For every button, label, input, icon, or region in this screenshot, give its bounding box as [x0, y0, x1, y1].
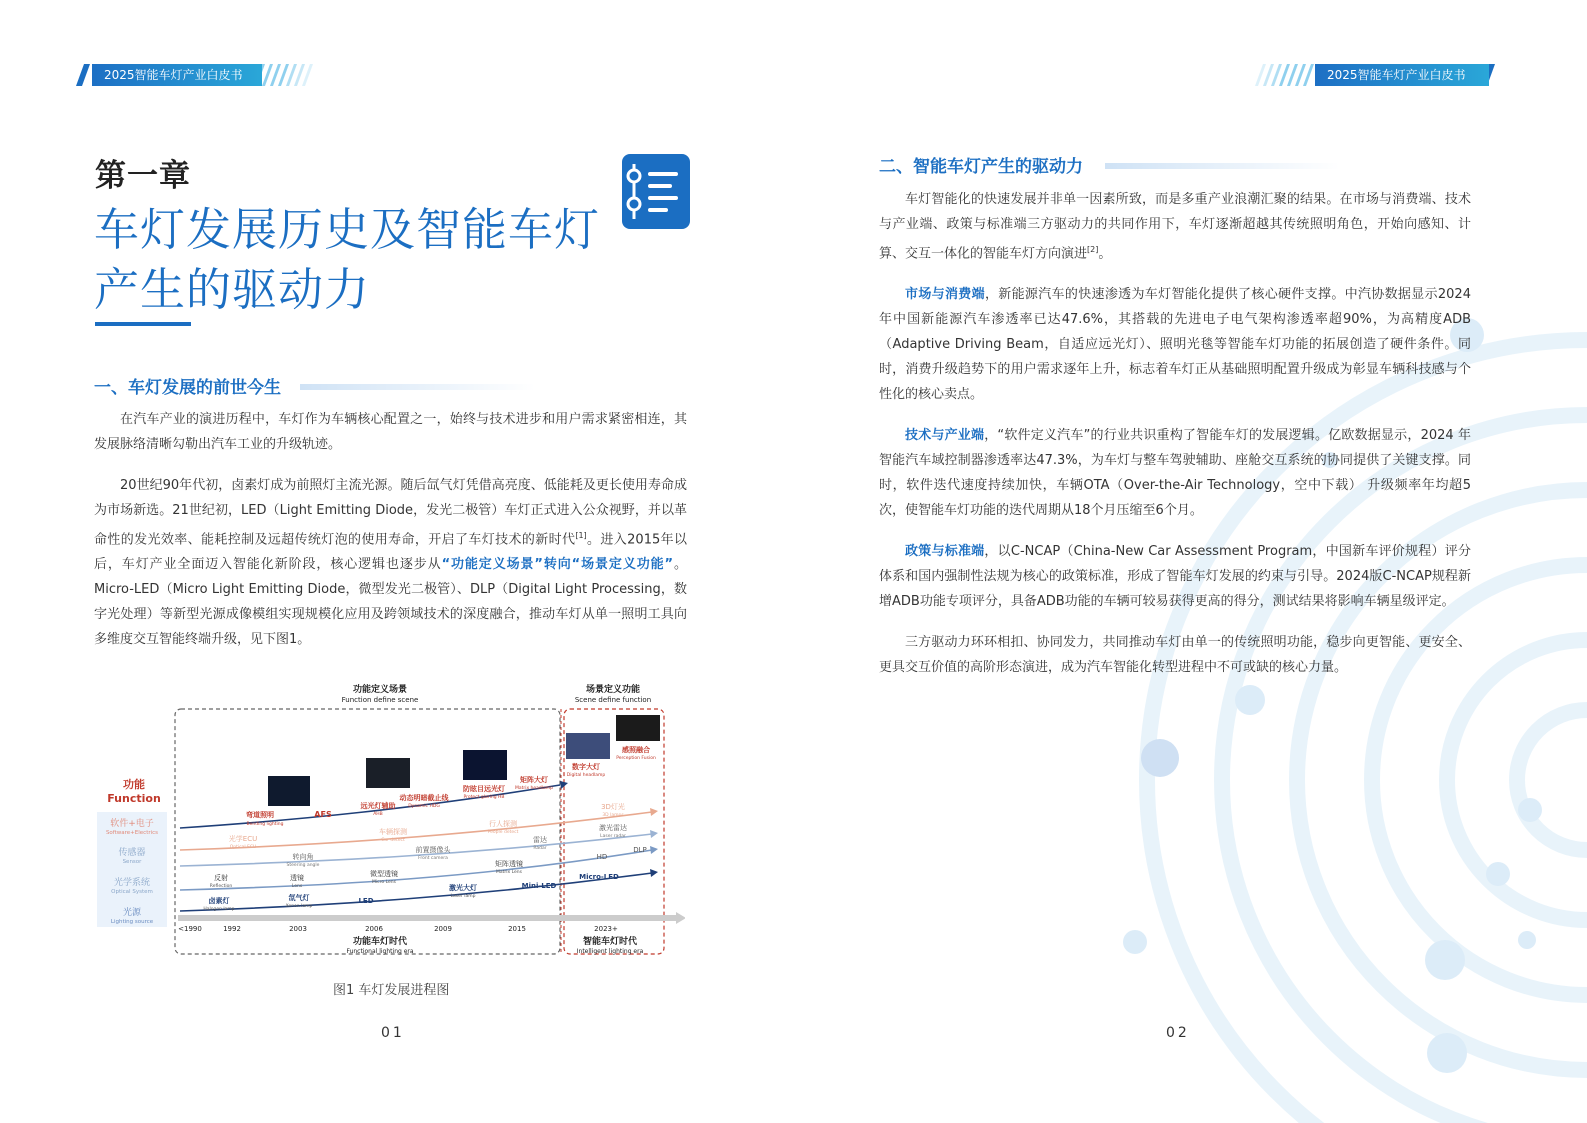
paragraph-market: [879, 282, 1471, 407]
lbl-laser-radar-cn: 激光雷达: [599, 824, 627, 832]
header-title-left: 2025智能车灯产业白皮书: [92, 64, 262, 86]
lbl-hd: HD: [596, 853, 608, 861]
fig-bottom-left-cn: 功能车灯时代: [352, 937, 408, 947]
lbl-protect-en: Protect glaring HB: [463, 795, 505, 800]
lbl-dhdg-en: Dynamic HDG: [408, 804, 440, 809]
right-body-text: [879, 187, 1471, 696]
lbl-dlp: DLP: [633, 846, 647, 854]
row-function-cn: 功能: [123, 778, 145, 791]
lbl-3d-en: 3D lamps: [602, 813, 624, 818]
lbl-xenon-cn: 氙气灯: [288, 894, 310, 902]
lbl-perception-en: Perception Fusion: [616, 756, 656, 761]
thumb-ahb: [366, 758, 410, 788]
lbl-car-detect-cn: 车辆探测: [379, 828, 407, 836]
lbl-people-cn: 行人探测: [489, 820, 517, 828]
policy-label: 政策与标准端: [905, 544, 985, 560]
lbl-radar-en: Radar: [533, 846, 547, 851]
paragraph-intro: 在汽车产业的演进历程中，车灯作为车辆核心配置之一，始终与技术进步和用户需求紧密相连，其发展脉络清晰勾勒出汽车工业的升级轨迹。: [94, 412, 687, 452]
header-ribbon-right: [1255, 64, 1495, 86]
lbl-laser-en: Laser lamp: [450, 894, 476, 899]
section-title-2: 二、智能车灯产生的驱动力: [879, 157, 1083, 177]
row-function-en: Function: [107, 792, 161, 805]
row-optical-cn: 光学系统: [113, 878, 151, 888]
chapter-label: 第一章: [95, 158, 191, 194]
lbl-dhdg-cn: 动态明暗截止线: [399, 794, 449, 802]
paragraph-tech: [879, 423, 1471, 523]
year-2009: 2009: [434, 925, 452, 933]
lbl-perception-cn: 感照融合: [622, 746, 650, 754]
lbl-people-en: People detect: [487, 830, 519, 835]
header-title-right: 2025智能车灯产业白皮书: [1315, 64, 1489, 86]
chapter-title: [94, 200, 634, 320]
fig-top-right-cn: 场景定义功能: [585, 685, 641, 695]
year-2015: 2015: [508, 925, 526, 933]
lbl-front-cam-en: Front camera: [418, 856, 448, 861]
fig-top-left-en: Function define scene: [341, 696, 419, 704]
list-timeline-icon: [622, 154, 690, 229]
paragraph-conclusion: 三方驱动力环环相扣、协同发力，共同推动车灯由单一的传统照明功能，稳步向更智能、更安全、更具交互价值的高阶形态演进，成为汽车智能化转型进程中不可或缺的核心力量。: [879, 635, 1471, 676]
paragraph-drivers-intro-a: 车灯智能化的快速发展并非单一因素所致，而是多重产业浪潮汇聚的结果。在市场与消费端、技术与产业端、政策与标准端三方驱动力的共同作用下，车灯逐渐超越其传统照明角色，开始向感知、计算、交互一体化的智能车灯方向演进: [879, 192, 1471, 262]
lbl-ecu-en: Optical ECU: [229, 845, 257, 850]
headlamp-evolution-figure: [95, 680, 685, 960]
lbl-bending-cn: 弯道照明: [246, 811, 274, 819]
lbl-digital-cn: 数字大灯: [572, 763, 600, 771]
lbl-steering-cn: 转向角: [292, 853, 314, 861]
lbl-halogen-cn: 卤素灯: [208, 897, 230, 905]
lbl-micro-lens-en: Micro Lens: [372, 880, 396, 885]
lbl-radar-cn: 雷达: [533, 836, 547, 844]
paragraph-history-c: 。Micro-LED（Micro Light Emitting Diode，微型发光二极管）、DLP（Digital Light Processing，数字光处理）等新型光源成像模组实现规模化应用及跨领域技术的深度融合，推动车灯从单一照明工具向多维度交互智能终端升级，见下图1。: [94, 557, 687, 648]
reference-1: [1]: [575, 531, 587, 540]
row-software-cn: 软件+电子: [110, 819, 154, 829]
row-source-en: Lighting source: [110, 919, 154, 925]
thumb-protect: [463, 750, 507, 780]
fig-top-right-en: Scene define function: [574, 696, 652, 704]
lbl-matrix-lens-en: Matrix Lens: [496, 870, 522, 875]
fig-top-left-cn: 功能定义场景: [352, 685, 408, 695]
tech-text: ，“软件定义汽车”的行业共识重构了智能车灯的发展逻辑。亿欧数据显示，2024 年智能汽车域控制器渗透率达47.3%，为车灯与整车驾驶辅助、座舱交互系统的协同提供了关键支撑。同时，软件迭代速度持续加快，车辆OTA（Over-the-Air Technology，空中下载） 升级频率年均超5次，使智能车灯功能的迭代周期从18个月压缩至6个月。: [879, 428, 1471, 519]
reference-2: [2]: [1087, 245, 1099, 254]
fig-bottom-left-en: Functional lighting era: [346, 948, 414, 955]
section-underline: [1105, 163, 1340, 169]
row-optical-en: Optical System: [111, 889, 153, 895]
page-number-right: 02: [1166, 1025, 1190, 1041]
figure-caption: 图1 车灯发展进程图: [333, 983, 450, 998]
lbl-ecu-cn: 光学ECU: [228, 835, 258, 843]
market-label: 市场与消费端: [905, 287, 985, 303]
lbl-halogen-en: Halogen lamp: [203, 907, 235, 912]
lbl-micro-led: Micro-LED: [579, 873, 619, 881]
fig-bottom-right-cn: 智能车灯时代: [582, 937, 638, 947]
lbl-reflect-en: Reflection: [209, 884, 233, 889]
lbl-afs: AFS: [314, 810, 332, 819]
lbl-lens-en: Lens: [291, 884, 303, 889]
lbl-ahb-cn: 远光灯辅助: [360, 802, 396, 810]
paragraph-drivers-intro-b: 。: [1098, 246, 1112, 262]
title-underline: [95, 322, 191, 326]
paragraph-history-a: 20世纪90年代初，卤素灯成为前照灯主流光源。随后氙气灯凭借高亮度、低能耗及更长使用寿命成为市场新选。21世纪初，LED（Light Emitting Diode，发光二极管）车灯正式进入公众视野，并以革命性的发光效率、能耗控制及远超传统灯泡的使用寿命，开启了车灯技术的新时代: [94, 478, 687, 548]
tech-label: 技术与产业端: [905, 428, 985, 444]
lbl-lens-cn: 透镜: [290, 874, 304, 882]
lbl-car-detect-en: Car detect: [381, 838, 405, 843]
paragraph-history: [94, 473, 687, 652]
header-ribbon-left: [76, 64, 316, 86]
lbl-laser-cn: 激光大灯: [449, 884, 477, 892]
lbl-laser-radar-en: Laser radar: [600, 834, 626, 839]
chapter-title-line1: 车灯发展历史及智能车灯: [94, 203, 601, 256]
row-sensor-en: Sensor: [122, 859, 142, 865]
lbl-protect-cn: 防眩目远光灯: [463, 785, 505, 793]
lbl-3d-cn: 3D灯光: [601, 803, 625, 811]
year-2003: 2003: [289, 925, 307, 933]
section-title-1: 一、车灯发展的前世今生: [94, 378, 281, 398]
paragraph-history-b: 。进入2015年以后，车灯产业全面迈入智能化新阶段，核心逻辑也逐步从: [94, 532, 687, 573]
lbl-digital-en: Digital headlamp: [566, 773, 606, 778]
year-1990: <1990: [178, 925, 202, 933]
lbl-mini-led: Mini-LED: [521, 882, 557, 890]
paragraph-policy: [879, 539, 1471, 614]
policy-text: ，以C-NCAP（China-New Car Assessment Program，中国新车评价规程）评分体系和国内强制性法规为核心的政策标准，形成了智能车灯发展的约束与引导。2024版C-NCAP规程新增ADB功能专项评分，具备ADB功能的车辆可较易获得更高的得分，测试结果将影响车辆星级评定。: [879, 544, 1471, 610]
thumb-perception: [616, 715, 660, 741]
row-sensor-cn: 传感器: [118, 848, 146, 858]
page-number-left: 01: [381, 1025, 405, 1041]
year-2006: 2006: [365, 925, 383, 933]
lbl-front-cam-cn: 前置摄像头: [415, 846, 451, 854]
lbl-steering-en: Steering angle: [286, 863, 320, 868]
year-1992: 1992: [223, 925, 241, 933]
fig-bottom-right-en: Intelligent lighting era: [576, 948, 644, 955]
paragraph-drivers-intro: [879, 187, 1471, 266]
lbl-ahb-en: AHB: [373, 812, 383, 817]
year-2023: 2023+: [594, 925, 618, 933]
thumb-bending: [268, 776, 310, 806]
lbl-matrix-lens-cn: 矩阵透镜: [495, 860, 523, 868]
row-software-en: Software+Electrics: [105, 830, 159, 836]
row-source-cn: 光源: [122, 908, 142, 918]
section-underline: [300, 384, 535, 390]
highlight-scene-function: “功能定义场景”转向“场景定义功能”: [441, 557, 674, 573]
lbl-led: LED: [358, 897, 374, 905]
lbl-matrix-hl-en: Matrix headlamp: [514, 786, 554, 791]
chapter-title-line2: 产生的驱动力: [94, 263, 371, 316]
thumb-digital: [566, 733, 610, 759]
left-body-text: [94, 407, 687, 668]
lbl-xenon-en: Xenon lamp: [285, 904, 313, 909]
lbl-bending-en: Bending lighting: [246, 822, 284, 827]
lbl-reflect-cn: 反射: [214, 874, 228, 882]
market-text: ，新能源汽车的快速渗透为车灯智能化提供了核心硬件支撑。中汽协数据显示2024年中国新能源汽车渗透率已达47.6%，其搭载的先进电子电气架构渗透率超90%，为高精度ADB（Adaptive Driving Beam，自适应远光灯）、照明光毯等智能车灯功能的拓展创造了硬件条件。同时，消费升级趋势下的用户需求逐年上升，标志着车灯正从基础照明配置升级成为彰显车辆科技感与个性化的核心卖点。: [879, 287, 1471, 403]
lbl-matrix-hl-cn: 矩阵大灯: [520, 776, 548, 784]
lbl-micro-lens-cn: 微型透镜: [370, 870, 398, 878]
